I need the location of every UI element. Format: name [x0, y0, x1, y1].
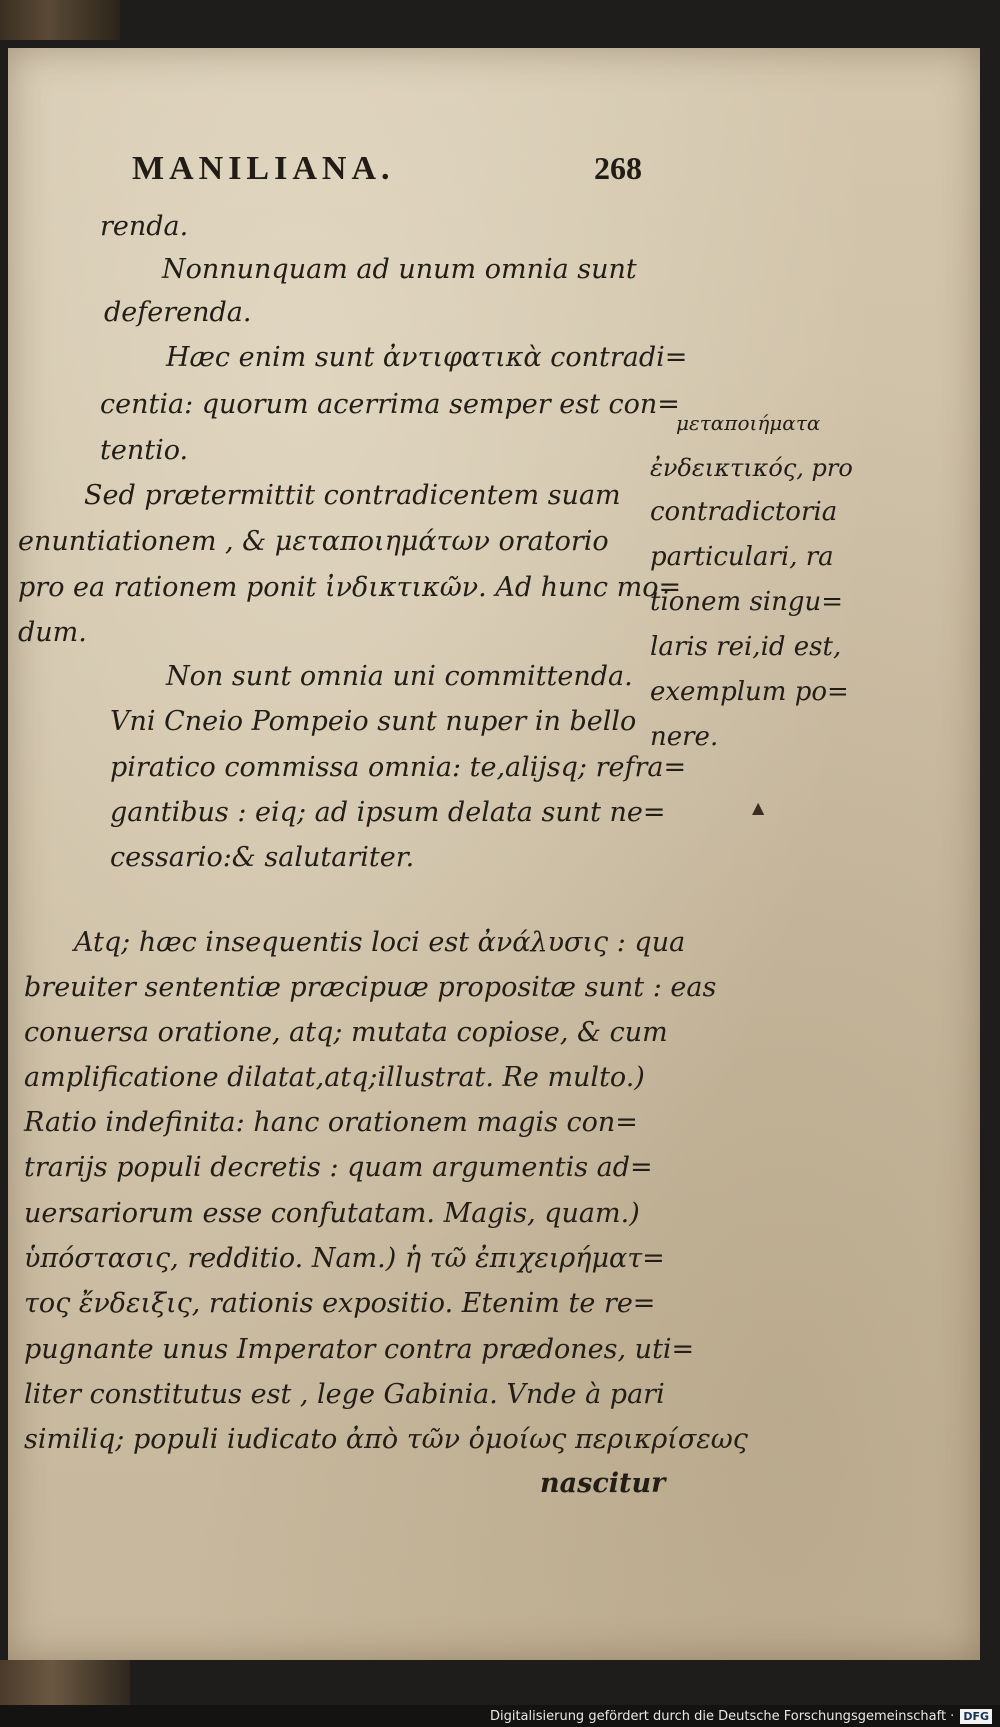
text-line: Vni Cneio Pompeio sunt nuper in bello: [110, 706, 637, 737]
ink-speck: ▲: [752, 798, 765, 817]
text-line: piratico commissa omnia: te,alijsq; refra=: [110, 752, 687, 783]
text-line: uersariorum esse confutatam. Magis, quam.): [24, 1198, 640, 1229]
page-number: 268: [594, 150, 642, 186]
margin-note-line: particulari, ra: [650, 542, 834, 572]
text-line: enuntiationem , & μεταποιημάτων oratorio: [18, 526, 609, 557]
footer-credit: Digitalisierung gefördert durch die Deutsche Forschungsgemeinschaft ·: [489, 1708, 955, 1724]
text-line: Nonnunquam ad unum omnia sunt: [162, 254, 637, 285]
margin-note-line: nere.: [650, 722, 719, 752]
text-line: Atq; hæc insequentis loci est ἀνάλυσις : qua: [74, 927, 686, 958]
page-header: [132, 150, 642, 188]
text-line: gantibus : eiq; ad ipsum delata sunt ne=: [110, 797, 666, 828]
running-head: MANILIANA.: [132, 150, 395, 187]
digitization-footer: [0, 1705, 1000, 1727]
text-line: cessario:& salutariter.: [110, 842, 415, 873]
margin-note-line: ἐνδεικτικός, pro: [650, 454, 853, 482]
text-line: Ratio indefinita: hanc orationem magis con=: [24, 1107, 638, 1138]
text-line: ὑπόστασις, redditio. Nam.) ἡ τῶ ἐπιχειρήματ=: [24, 1243, 665, 1274]
margin-note-line: exemplum po=: [650, 677, 849, 707]
text-line: Hæc enim sunt ἀντιφατικὰ contradi=: [166, 342, 688, 373]
text-line: Non sunt omnia uni committenda.: [166, 661, 633, 692]
margin-note-line: laris rei,id est,: [650, 632, 842, 662]
text-line: Sed prætermittit contradicentem suam: [84, 480, 621, 511]
text-line: centia: quorum acerrima semper est con=: [100, 389, 680, 420]
text-line: deferenda.: [104, 297, 252, 328]
text-line: pro ea rationem ponit ἰνδικτικῶν. Ad hunc mo=: [18, 572, 682, 603]
text-line: renda.: [100, 211, 189, 242]
catchword: nascitur: [540, 1468, 666, 1499]
text-line: similiq; populi iudicato ἀπὸ τῶν ὁμοίως περικρίσεως: [24, 1424, 748, 1455]
text-line: tentio.: [100, 435, 189, 466]
text-line: breuiter sententiæ præcipuæ propositæ sunt : eas: [24, 972, 717, 1003]
text-line: liter constitutus est , lege Gabinia. Vnde à pari: [24, 1379, 665, 1410]
text-line: pugnante unus Imperator contra prædones, uti=: [24, 1334, 695, 1365]
dfg-logo: DFG: [960, 1709, 992, 1724]
text-line: amplificatione dilatat,atq;illustrat. Re multo.): [24, 1062, 645, 1093]
margin-note-line: μεταποιήματα: [676, 411, 821, 435]
book-spine-top: [0, 0, 120, 40]
book-spine-bottom: [0, 1660, 130, 1705]
text-line: conuersa oratione, atq; mutata copiose, & cum: [24, 1017, 668, 1048]
margin-note-line: contradictoria: [650, 497, 838, 527]
text-line: trarijs populi decretis : quam argumentis ad=: [24, 1152, 653, 1183]
text-line: dum.: [18, 617, 87, 648]
margin-note-line: tionem singu=: [650, 587, 844, 617]
text-line: τος ἔνδειξις, rationis expositio. Etenim te re=: [24, 1288, 656, 1319]
